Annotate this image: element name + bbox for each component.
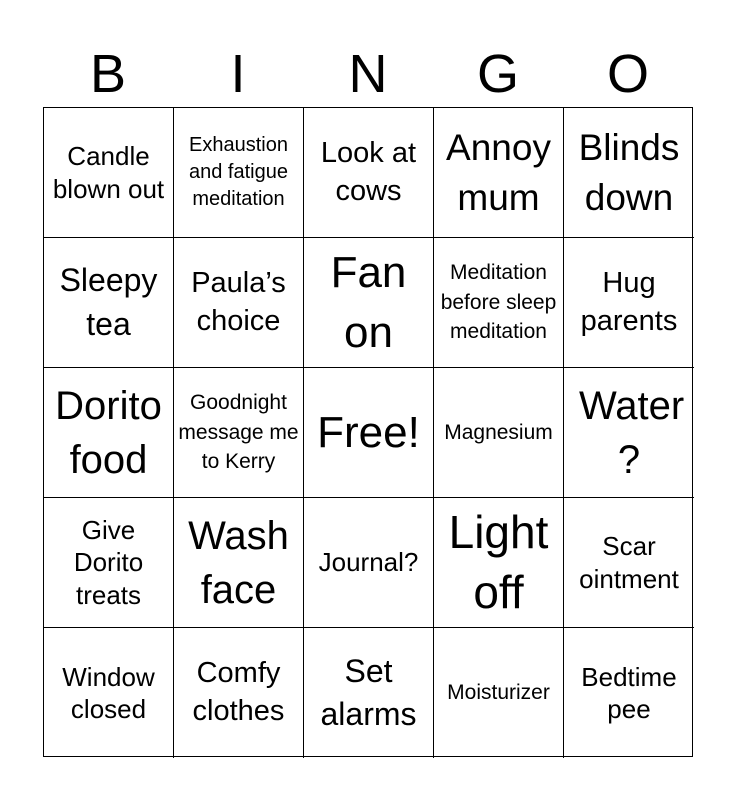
bingo-cell[interactable] [434, 628, 564, 758]
bingo-cell[interactable] [174, 368, 304, 498]
cell-label: Free! [317, 407, 420, 457]
header-letter-i: I [230, 44, 246, 104]
bingo-cell[interactable] [564, 108, 694, 238]
bingo-cell[interactable] [434, 238, 564, 368]
header-letter-o: O [606, 44, 649, 104]
bingo-cell[interactable] [304, 368, 434, 498]
cell-label: Light off [448, 505, 549, 618]
bingo-cell[interactable] [564, 498, 694, 628]
cell-label: Give Dorito treats [73, 514, 144, 610]
header-letter-g: G [476, 44, 519, 104]
cell-label: Hug parents [580, 266, 678, 337]
bingo-cell[interactable] [44, 108, 174, 238]
bingo-cell[interactable] [564, 628, 694, 758]
cell-label: Blinds down [578, 126, 680, 218]
bingo-cell[interactable] [44, 238, 174, 368]
cell-label: Meditation before sleep meditation [440, 261, 557, 344]
bingo-cell[interactable] [44, 628, 174, 758]
bingo-cell[interactable] [304, 628, 434, 758]
bingo-header [43, 40, 693, 108]
bingo-cell[interactable] [174, 628, 304, 758]
cell-label: Exhaustion and fatigue meditation [189, 134, 288, 210]
cell-label: Candle blown out [52, 141, 165, 204]
cell-label: Magnesium [444, 420, 553, 444]
bingo-cell[interactable] [44, 498, 174, 628]
bingo-cell[interactable] [174, 108, 304, 238]
cell-label: Look at cows [320, 136, 417, 207]
cell-label: Comfy clothes [192, 657, 285, 727]
bingo-cell[interactable] [564, 368, 694, 498]
cell-label: Sleepy tea [59, 262, 158, 342]
bingo-cell[interactable] [434, 368, 564, 498]
cell-label: Dorito food [55, 383, 162, 482]
bingo-cell[interactable] [304, 498, 434, 628]
bingo-cell[interactable] [174, 238, 304, 368]
cell-label: Fan on [330, 248, 407, 357]
cell-label: Journal? [318, 547, 419, 578]
header-letter-n: N [348, 44, 388, 104]
bingo-cell[interactable] [304, 108, 434, 238]
cell-label: Scar ointment [579, 531, 679, 594]
bingo-cell[interactable] [434, 108, 564, 238]
bingo-board [43, 107, 693, 757]
header-letter-b: B [89, 44, 127, 104]
cell-label: Set alarms [320, 652, 417, 732]
cell-label: Goodnight message me to Kerry [178, 391, 299, 474]
cell-label: Paula’s choice [191, 266, 286, 337]
bingo-cell[interactable] [564, 238, 694, 368]
bingo-cell[interactable] [174, 498, 304, 628]
bingo-cell[interactable] [44, 368, 174, 498]
cell-label: Bedtime pee [581, 661, 677, 724]
bingo-cell[interactable] [434, 498, 564, 628]
cell-label: Annoy mum [446, 126, 551, 218]
cell-label: Moisturizer [447, 681, 550, 705]
cell-label: Water ? [579, 383, 685, 482]
cell-label: Window closed [62, 661, 155, 724]
cell-label: Wash face [188, 513, 289, 612]
bingo-cell[interactable] [304, 238, 434, 368]
